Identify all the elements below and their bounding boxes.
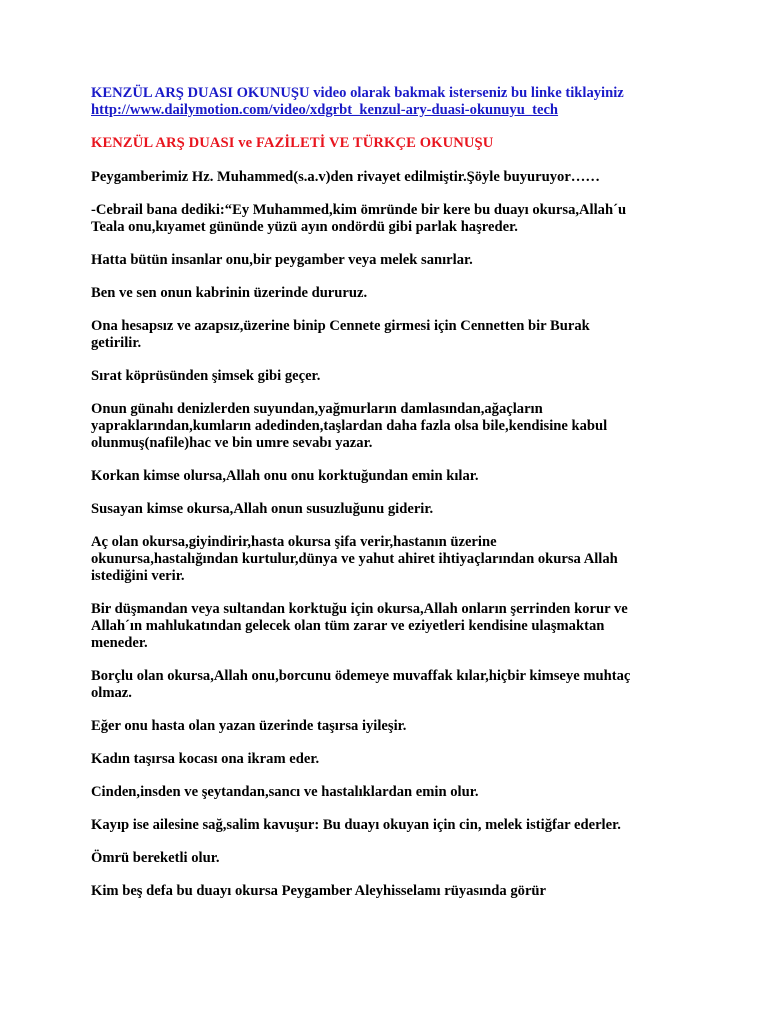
paragraph-line: Hatta bütün insanlar onu,bir peygamber veya melek sanırlar. (91, 252, 473, 268)
paragraph-line: olunmuş(nafile)hac ve bin umre sevabı yazar. (91, 435, 373, 451)
paragraph-line: Cinden,insden ve şeytandan,sancı ve hastalıklardan emin olur. (91, 784, 479, 800)
paragraph-line: Borçlu olan okursa,Allah onu,borcunu ödemeye muvaffak kılar,hiçbir kimseye muhtaç (91, 668, 631, 684)
paragraph-line: Kayıp ise ailesine sağ,salim kavuşur: Bu duayı okuyan için cin, melek istiğfar ederler. (91, 817, 621, 833)
video-link[interactable]: http://www.dailymotion.com/video/xdgrbt_kenzul-ary-duasi-okunuyu_tech (91, 102, 559, 118)
paragraph (91, 285, 671, 302)
paragraph (91, 318, 671, 352)
video-notice: KENZÜL ARŞ DUASI OKUNUŞU video olarak bakmak isterseniz bu linke tiklayiniz (91, 85, 624, 101)
paragraph (91, 751, 671, 768)
paragraph-line: Sırat köprüsünden şimsek gibi geçer. (91, 368, 321, 384)
paragraph-line: Ben ve sen onun kabrinin üzerinde dururuz. (91, 285, 368, 301)
paragraph (91, 668, 671, 702)
paragraph (91, 468, 671, 485)
paragraph (91, 850, 671, 867)
paragraph (91, 817, 671, 834)
paragraph-line: Kadın taşırsa kocası ona ikram eder. (91, 751, 320, 767)
paragraph (91, 252, 671, 269)
paragraph-line: Aç olan okursa,giyindirir,hasta okursa şifa verir,hastanın üzerine (91, 534, 497, 550)
paragraph-line: getirilir. (91, 335, 142, 351)
paragraph (91, 202, 671, 236)
paragraph-line: -Cebrail bana dediki:“Ey Muhammed,kim ömründe bir kere bu duayı okursa,Allah´u (91, 202, 627, 218)
document-title: KENZÜL ARŞ DUASI ve FAZİLETİ VE TÜRKÇE OKUNUŞU (91, 135, 494, 151)
paragraph-line: Korkan kimse olursa,Allah onu onu korktuğundan emin kılar. (91, 468, 479, 484)
paragraph-line: Ona hesapsız ve azapsız,üzerine binip Cennete girmesi için Cennetten bir Burak (91, 318, 590, 334)
paragraph-line: Teala onu,kıyamet gününde yüzü ayın ondördü gibi parlak haşreder. (91, 219, 518, 235)
paragraph (91, 401, 671, 452)
paragraph (91, 601, 671, 652)
paragraph-line: Eğer onu hasta olan yazan üzerinde taşırsa iyileşir. (91, 718, 407, 734)
paragraph-line: Onun günahı denizlerden suyundan,yağmurların damlasından,ağaçların (91, 401, 543, 417)
paragraph-line: Kim beş defa bu duayı okursa Peygamber Aleyhisselamı rüyasında görür (91, 883, 547, 899)
paragraph-line: yapraklarından,kumların adedinden,taşlardan daha fazla olsa bile,kendisine kabul (91, 418, 608, 434)
paragraph (91, 368, 671, 385)
paragraph-line: okunursa,hastalığından kurtulur,dünya ve yahut ahiret ihtiyaçlarından okursa Allah (91, 551, 618, 567)
paragraph (91, 784, 671, 801)
paragraph (91, 883, 671, 900)
document-body (91, 85, 671, 900)
paragraph-list (91, 169, 671, 900)
paragraph-line: meneder. (91, 635, 148, 651)
paragraph-line: Susayan kimse okursa,Allah onun susuzluğunu giderir. (91, 501, 434, 517)
paragraph (91, 718, 671, 735)
paragraph-line: Bir düşmandan veya sultandan korktuğu için okursa,Allah onların şerrinden korur ve (91, 601, 628, 617)
paragraph-line: Ömrü bereketli olur. (91, 850, 220, 866)
paragraph-line: istediğini verir. (91, 568, 185, 584)
paragraph (91, 169, 671, 186)
paragraph-line: olmaz. (91, 685, 132, 701)
paragraph (91, 501, 671, 518)
paragraph-line: Peygamberimiz Hz. Muhammed(s.a.v)den rivayet edilmiştir.Şöyle buyuruyor…… (91, 169, 600, 185)
paragraph (91, 534, 671, 585)
paragraph-line: Allah´ın mahlukatından gelecek olan tüm zarar ve eziyetleri kendisine ulaşmaktan (91, 618, 605, 634)
